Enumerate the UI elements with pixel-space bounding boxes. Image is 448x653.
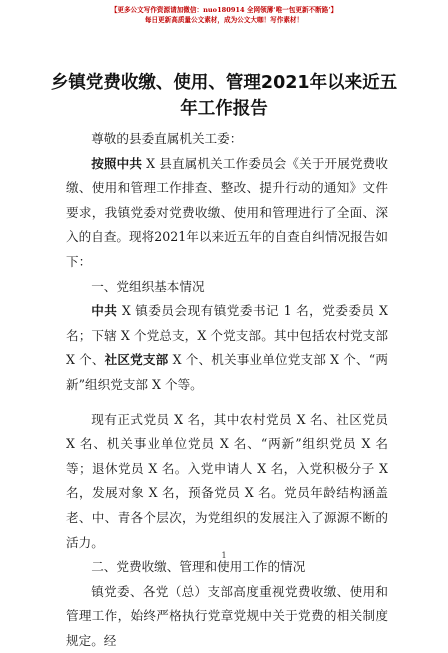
promo-banner — [0, 5, 448, 25]
salutation: 尊敬的县委直属机关工委： — [91, 131, 243, 146]
heading-1: 一、党组织基本情况 — [91, 278, 205, 294]
paragraph-2-bold-1: 中共 — [91, 303, 118, 319]
paragraph-3: 现有正式党员 X 名，其中农村党员 X 名、社区党员 X 名、机关事业单位党员 X 名、“两新”组织党员 X 名等；退休党员 X 名。入党申请人 X 名，入党积极分子 X 名，发展对象 X 名，预备党员 X 名。党员年龄结构涵盖老、中、青各个层次，为党组织的发展注入了源源不断的活力。 — [66, 411, 388, 550]
paragraph-2-bold-2: 社区党支部 — [104, 352, 169, 368]
paragraph-1-text: X 县直属机关工作委员会《关于开展党费收缴、使用和管理工作排查、整改、提升行动的通知》文件要求，我镇党委对党费收缴、使用和管理进行了全面、深入的自查。现将2021年以来近五年的自查自纠情况报告如下： — [66, 155, 388, 269]
paragraph-1-bold: 按照中共 — [91, 155, 143, 171]
paragraph-2-text-2: X 个、机关事业单位党支部 X 个、“两新”组织党支部 X 个等。 — [66, 352, 388, 392]
document-title: 乡镇党费收缴、使用、管理2021年以来近五年工作报告 — [50, 73, 398, 119]
banner-line-2: 每日更新高质量公文素材，成为公文大咖！写作素材！ — [144, 16, 304, 24]
banner-line-1: 【更多公文写作资源请加微信：nuo180914 全网领薄‘唯一包更新不断路’】 — [110, 6, 338, 14]
heading-2: 二、党费收缴、管理和使用工作的情况 — [91, 559, 306, 575]
paragraph-4: 镇党委、各党（总）支部高度重视党费收缴、使用和管理工作，始终严格执行党章党规中关于党费的相关制度规定。经 — [66, 583, 388, 648]
paragraph-2 — [66, 299, 388, 397]
paragraph-2-text-1: X 镇委员会现有镇党委书记 1 名，党委委员 X 名；下辖 X 个党总支，X 个党支部。其中包括农村党支部 X 个、 — [66, 303, 388, 368]
paragraph-1 — [66, 152, 388, 275]
page-number: 1 — [221, 551, 227, 560]
document-body — [66, 127, 388, 653]
